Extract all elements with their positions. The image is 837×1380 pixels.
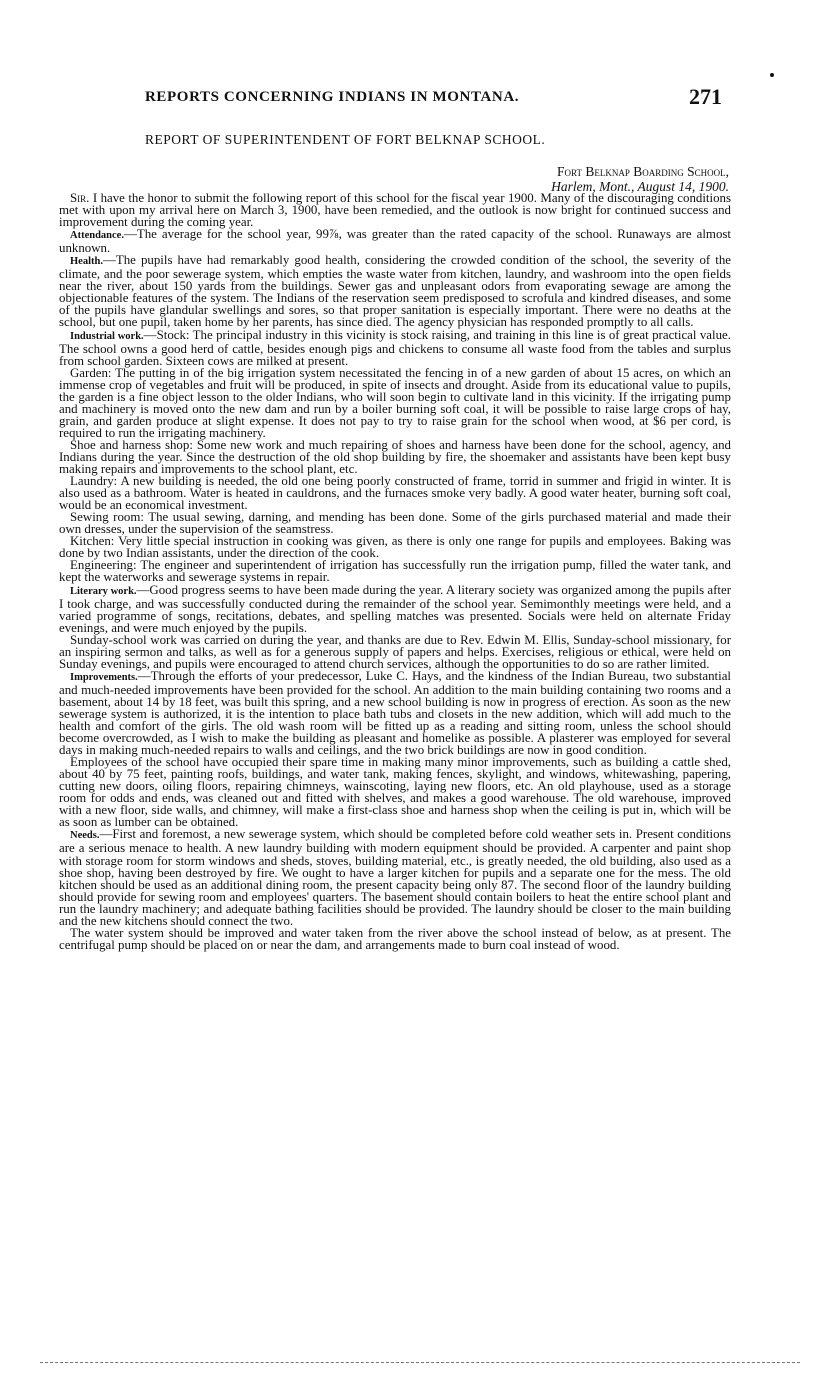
paragraph-text: Sewing room: The usual sewing, darning, and mending has been done. Some of the girls purchased material and made their own dresses, under the supervision of the seamstress. [59,510,731,537]
paragraph-text: —The pupils have had remarkably good health, considering the crowded condition of the school, the severity of the climate, and the poor sewerage system, which empties the waste water from kitchen, laundry, and washroom into the open fields near the river, about 150 yards from the buildings. Sewer gas and unpleasant odors from evaporating sewage are among the objectionable features of the system. The Indians of the reservation seem predisposed to scrofula and kindred diseases, and some of the pupils have glandular swellings and sores, so that proper sanitation is especially important. There were no deaths at the school, but one pupil, taken home by her parents, has since died. The agency physician has responded promptly to all calls. [59,253,731,330]
paragraph-text: —First and foremost, a new sewerage system, which should be completed before cold weather sets in. Present conditions are a serious menace to health. A new laundry building with modern equipment should be provided. A carpenter and paint shop with storage room for storm windows and sheds, stoves, building material, etc., is greatly needed, the old building, also used as a shoe shop, having been destroyed by fire. We ought to have a larger kitchen for pupils and a separate one for the mess. The old kitchen should be used as an additional dining room, the present capacity being only 87. The second floor of the laundry building should provide for sewing room and employees' quarters. The basement should contain boilers to heat the entire school plant and run the laundry machinery; and adequate bathing facilities should be provided. The laundry should be closer to the main building and the new kitchens should connect the two. [59,827,731,928]
body-paragraph [59,439,731,475]
body-paragraph [59,254,731,328]
paragraph-text: —Through the efforts of your predecessor, Luke C. Hays, and the kindness of the Indian Bureau, two substantial and much-needed improvements have been provided for the school. An addition to the main building containing two rooms and a basement, about 14 by 18 feet, was built this spring, and a new school building is now in progress of erection. As soon as the new sewerage system is authorized, it is the intention to place bath tubs and closets in the new addition, which will add much to the health and comfort of the girls. The old wash room will be fitted up as a reading and sitting room, unless the school should become overcrowded, as I wish to make the building as pleasant and homelike as possible. A plasterer was employed for several days in making much-needed repairs to walls and ceilings, and the two brick buildings are now in good condition. [59,668,731,758]
paragraph-text: Garden: The putting in of the big irrigation system necessitated the fencing in of a new garden of about 15 acres, on which an immense crop of vegetables and fruit will be produced, in spite of insects and drought. Aside from its educational value to pupils, the garden is a fine object lesson to the older Indians, who will soon begin to cultivate land in this vicinity. If the irrigating pump and machinery is moved onto the new dam and run by a boiler burning soft coal, it will be possible to raise large crops of hay, grain, and garden produce at slight expense. It does not pay to try to raise grain for the school when wood, at $6 per cord, is required to run the irrigating machinery. [59,365,731,440]
body-paragraph [59,670,731,756]
dateline-school: Fort Belknap Boarding School, [557,164,729,179]
section-heading: Needs. [70,830,100,842]
dateline [551,164,729,194]
page-number: 271 [689,84,722,109]
body-paragraph [59,559,731,583]
paragraph-text: —Stock: The principal industry in this vicinity is stock raising, and training in this line is of great practical value. The school owns a good herd of cattle, besides enough pigs and chickens to consume all waste food from the tables and surplus from school garden. Sixteen cows are milked at present. [59,327,731,368]
paragraph-text: Kitchen: Very little special instruction in cooking was given, as there is only one range for pupils and employees. Baking was done by two Indian assistants, under the direction of the cook. [59,534,731,561]
section-heading: Health. [70,256,103,268]
report-body [59,192,731,951]
body-paragraph [59,828,731,926]
paragraph-text: Engineering: The engineer and superintendent of irrigation has successfully run the irrigation pump, filled the water tank, and kept the waterworks and sewerage systems in repair. [59,558,731,585]
paragraph-text: The water system should be improved and water taken from the river above the school instead of below, as at present. The centrifugal pump should be placed on or near the dam, and arrangements made to burn coal instead of wood. [59,925,731,952]
body-paragraph [59,367,731,439]
section-heading: Industrial work. [70,330,144,342]
paragraph-text: Laundry: A new building is needed, the old one being poorly constructed of frame, torrid in summer and frigid in winter. It is also used as a bathroom. Water is heated in cauldrons, and the furnaces smoke very badly. A good water heater, burning soft coal, would be an economical investment. [59,474,731,513]
ink-dot [770,73,774,77]
body-paragraph [59,584,731,634]
paragraph-text: —The average for the school year, 99⅞, was greater than the rated capacity of the school. Runaways are almost unknown. [59,227,731,256]
body-paragraph [59,756,731,828]
section-heading: Improvements. [70,671,138,683]
running-head: REPORTS CONCERNING INDIANS IN MONTANA. [145,89,520,105]
paragraph-text: I have the honor to submit the following report of this school for the fiscal year 1900. Many of the discouraging conditions met with upon my arrival here on March 3, 1900, have been remedied, and the outlook is now bright for continued success and improvement during the coming year. [59,191,731,230]
paragraph-text: Sunday-school work was carried on during the year, and thanks are due to Rev. Edwin M. Ellis, Sunday-school missionary, for an inspiring sermon and talks, as well as for a generous supply of papers and helps. Exercises, religious or ethical, were held on Sunday evenings, and pupils were encouraged to attend church services, although the opportunities to do so are rather limited. [59,632,731,671]
dateline-place-date: Harlem, Mont., August 14, 1900. [551,179,729,194]
body-paragraph [59,192,731,228]
body-paragraph [59,511,731,535]
bottom-rule [40,1362,800,1363]
paragraph-text: —Good progress seems to have been made during the year. A literary society was organized among the pupils after I took charge, and was successfully conducted during the remainder of the school year. Semimonthly meetings were held, and a varied programme of songs, recitations, debates, and spelling matches was presented. Socials were held on alternate Friday evenings, and were much enjoyed by the pupils. [59,582,731,635]
paragraph-text: Shoe and harness shop: Some new work and much repairing of shoes and harness have been done for the school, agency, and Indians during the year. Since the destruction of the old shop building by fire, the shoemaker and assistants have been kept busy making repairs and improvements to the school plant, etc. [59,437,731,477]
section-heading: Literary work. [70,585,137,597]
body-paragraph [59,475,731,511]
salutation: Sir. [70,191,90,205]
body-paragraph [59,329,731,367]
body-paragraph [59,634,731,670]
report-title: REPORT OF SUPERINTENDENT OF FORT BELKNAP SCHOOL. [145,132,546,147]
section-heading: Attendance. [70,230,124,242]
body-paragraph [59,228,731,254]
paragraph-text: Employees of the school have occupied their spare time in making many minor improvements, such as building a cattle shed, about 40 by 75 feet, painting roofs, buildings, and water tank, making fences, skylight, and windows, whitewashing, papering, cutting new doors, oiling floors, repairing chimneys, wainscoting, laying new floors, etc. An old playhouse, used as a storage room for odds and ends, was cleaned out and fitted with shelves, and makes a good warehouse. The old warehouse, improved with a new floor, side walls, and chimney, will make a first-class shoe and harness shop when the ceiling is put in, which will be as soon as lumber can be obtained. [59,755,731,830]
body-paragraph [59,535,731,559]
body-paragraph [59,927,731,951]
